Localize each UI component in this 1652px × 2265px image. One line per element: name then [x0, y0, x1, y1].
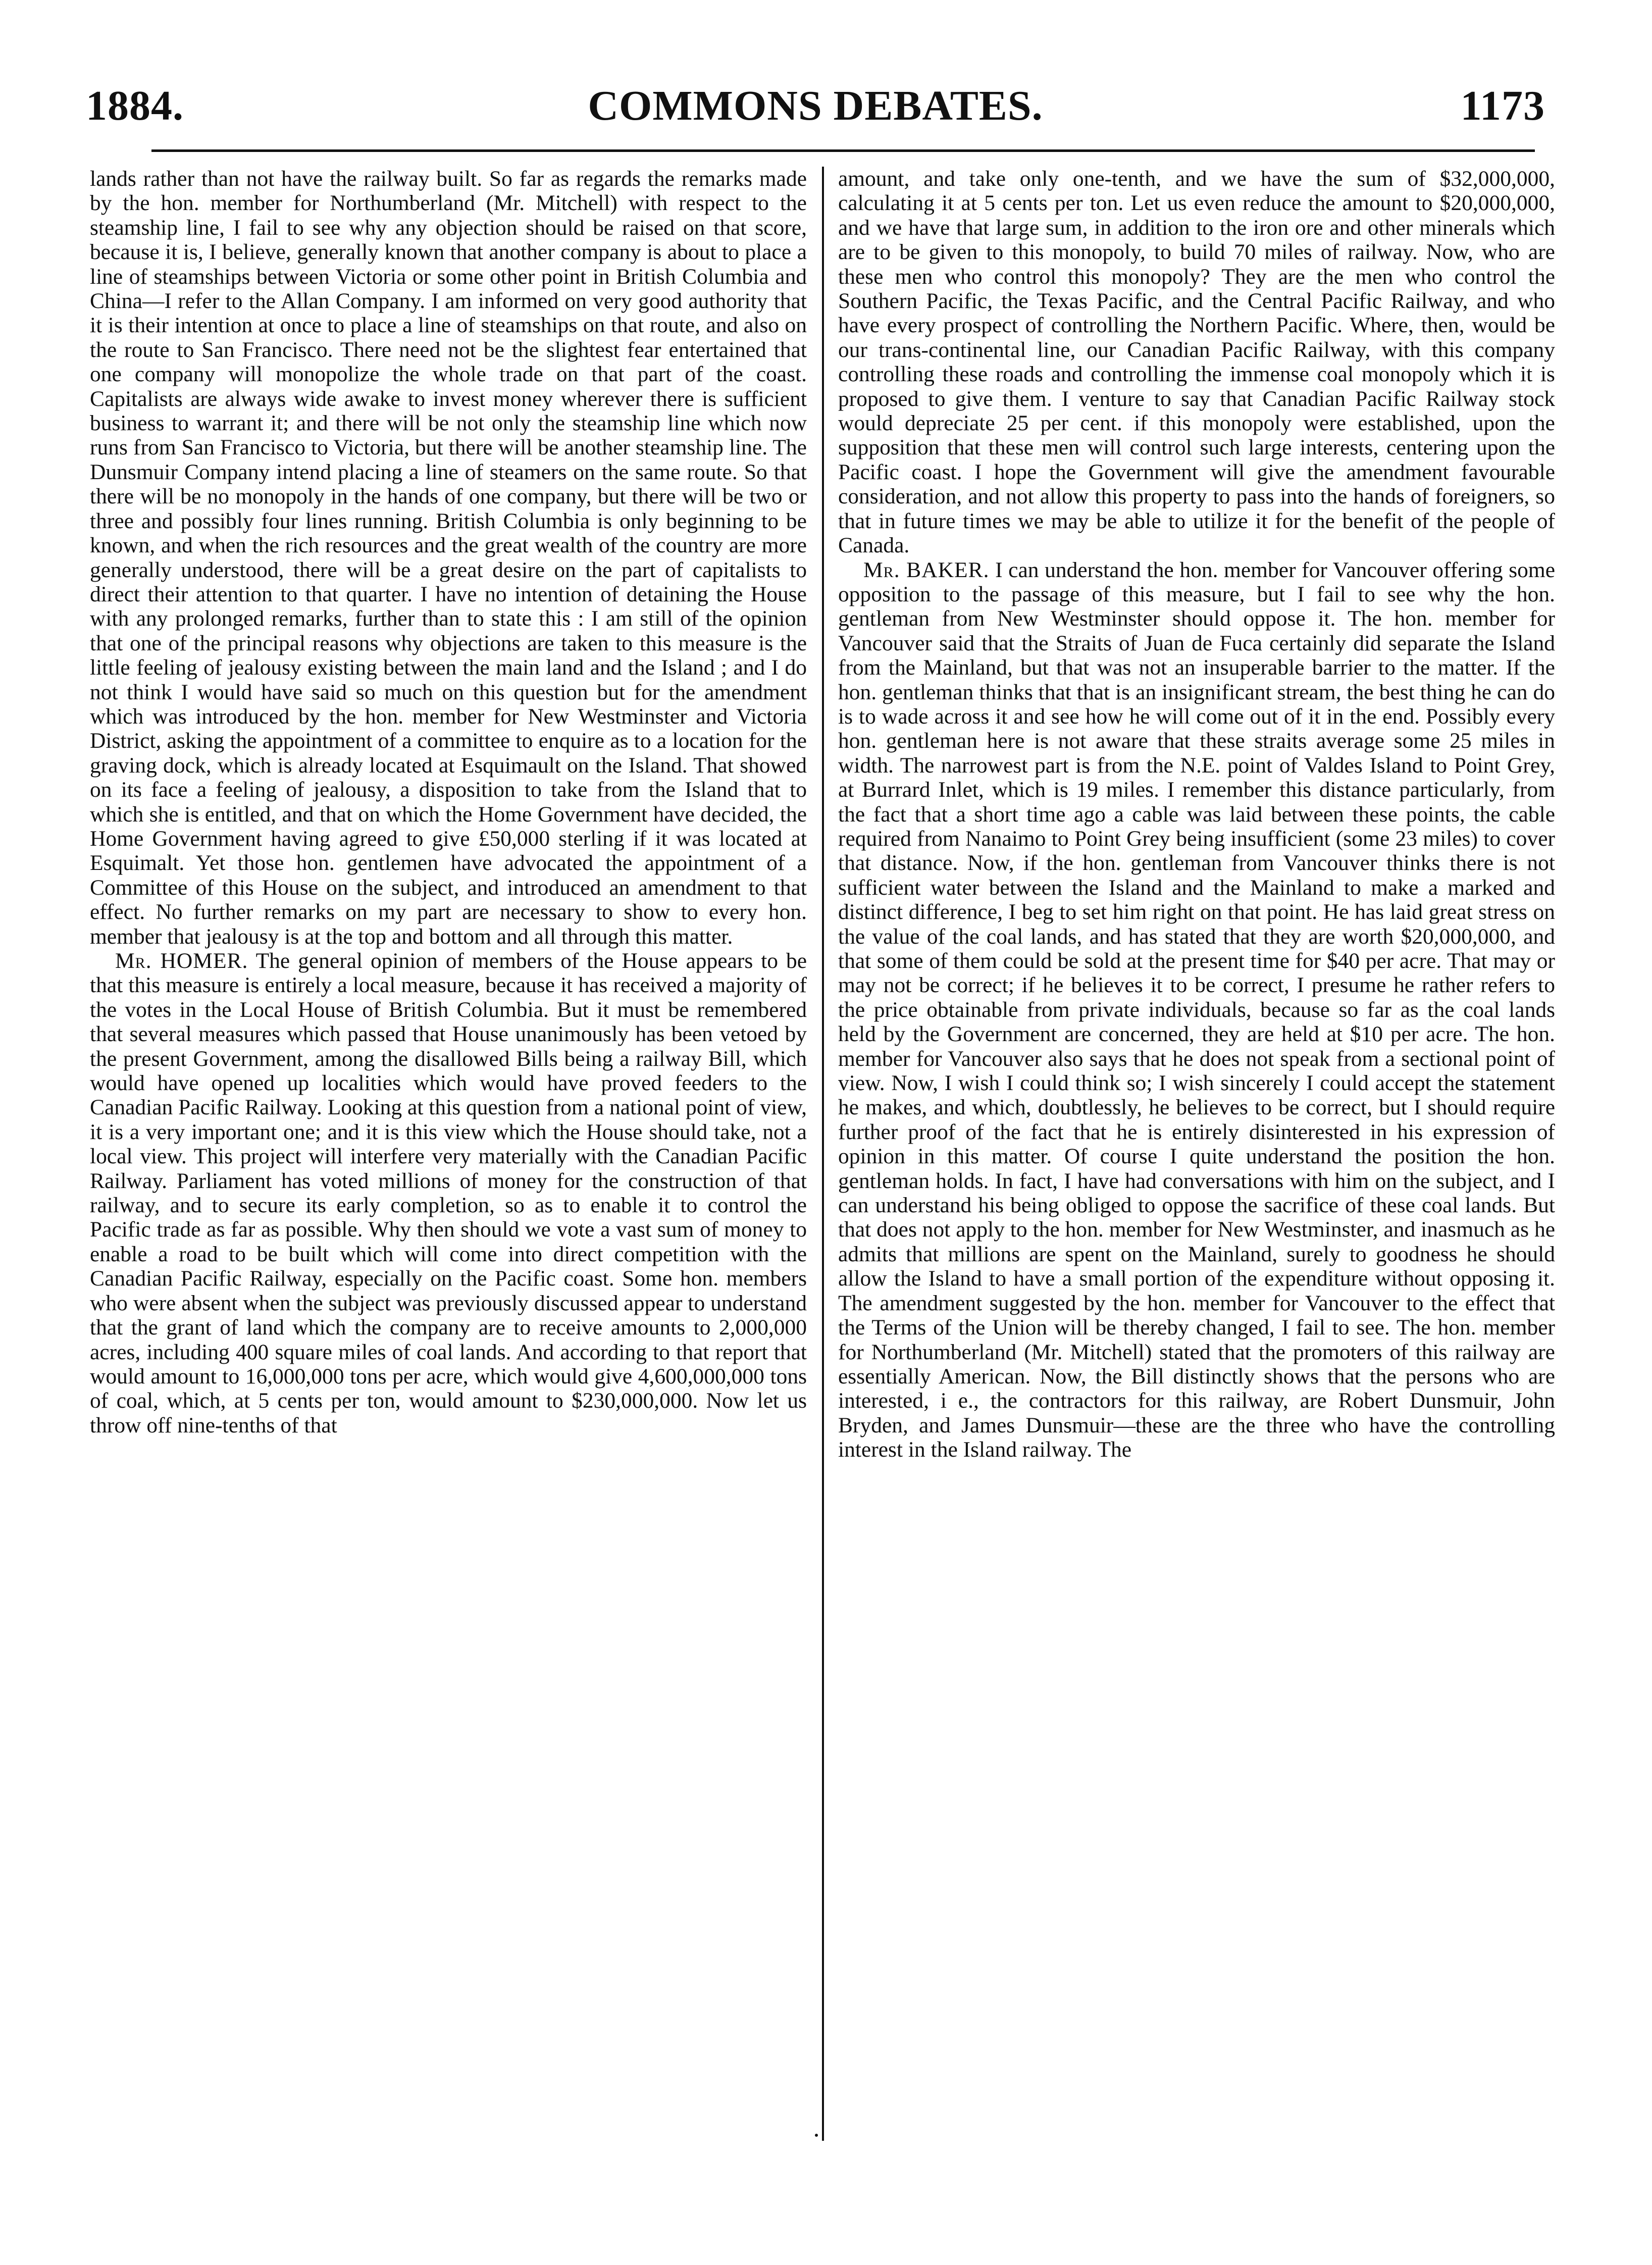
left-paragraph-1 — [90, 167, 807, 949]
header-rule — [151, 149, 1535, 152]
header-year: 1884. — [86, 82, 184, 129]
paragraph-text: I can understand the hon. member for Vancouver offering some opposition to the passage of this measure, but I fail to see why the hon. gentleman from New Westminster should oppose it. The hon. member for Vancouver said that the Straits of Juan de Fuca certainly did separate the Island from the Mainland, but that was not an insuperable barrier to the matter. If the hon. gentleman thinks that that is an insignificant stream, the best thing he can do is to wade across it and see how he will come out of it in the end. Possibly every hon. gentleman here is not aware that these straits average some 25 miles in width. The narrowest part is from the N.E. point of Valdes Island to Point Grey, at Burrard Inlet, which is 19 miles. I remember this distance particularly, from the fact that a short time ago a cable was laid between these points, the cable required from Nanaimo to Point Grey being insufficient (some 23 miles) to cover that distance. Now, if the hon. gentleman from Vancouver thinks there is not sufficient water between the Island and the Mainland to make a marked and distinct difference, I beg to set him right on that point. He has laid great stress on the value of the coal lands, and has stated that they are worth $20,000,000, and that some of them could be sold at the present time for $40 per acre. That may or may not be correct; if he believes it to be correct, I presume he rather refers to the price obtainable from private individuals, because so far as the coal lands held by the Government are concerned, they are held at $10 per acre. The hon. member for Vancouver also says that he does not speak from a sectional point of view. Now, I wish I could think so; I wish sincerely I could accept the statement he makes, and which, doubtlessly, he believes to be correct, but I should require further proof of the fact that he is entirely disinterested in his expression of opinion in this matter. Of course I quite understand the position the hon. gentleman holds. In fact, I have had conversations with him on the subject, and I can understand his being obliged to oppose the sacrifice of these coal lands. But that does not apply to the hon. member for New Westminster, and inasmuch as he admits that millions are spent on the Mainland, surely to goodness he should allow the Island to have a small portion of the expenditure without opposing it. The amendment suggested by the hon. member for Vancouver to the effect that the Terms of the Union will be thereby changed, I fail to see. The hon. member for Northumberland (Mr. Mitchell) stated that the promoters of this railway are essentially American. Now, the Bill distinctly shows that the persons who are interested, i e., the contractors for this railway, are Robert Dunsmuir, John Bryden, and James Dunsmuir—these are the three who have the controlling interest in the Island railway. The — [838, 557, 1555, 1462]
print-mark — [815, 2134, 818, 2137]
paragraph-text: lands rather than not have the railway built. So far as regards the remarks made by the hon. member for Northumberland (Mr. Mitchell) with respect to the steamship line, I fail to see why any objection should be raised on that score, because it is, I believe, generally known that another company is about to place a line of steamships between Victoria or some other point in British Columbia and China—I refer to the Allan Company. I am informed on very good authority that it is their intention at once to place a line of steamships on that route, and also on the route to San Francisco. There need not be the slightest fear entertained that one company will monopolize the whole trade on that part of the coast. Capitalists are always wide awake to invest money wherever there is sufficient business to warrant it; and there will be not only the steamship line which now runs from San Francisco to Victoria, but there will be another steamship line. The Dunsmuir Company intend placing a line of steamers on the same route. So that there will be no monopoly in the hands of one company, but there will be two or three and possibly four lines running. British Columbia is only beginning to be known, and when the rich resources and the great wealth of the country are more generally understood, there will be a great desire on the part of capitalists to direct their attention to that quarter. I have no intention of detaining the House with any prolonged remarks, further than to state this : I am still of the opinion that one of the principal reasons why objections are taken to this measure is the little feeling of jealousy existing between the main land and the Island ; and I do not think I would have said so much on this question but for the amendment which was introduced by the hon. member for New Westminster and Victoria District, asking the appointment of a committee to enquire as to a location for the graving dock, which is already located at Esquimault on the Island. That showed on its face a feeling of jealousy, a disposition to take from the Island that to which she is entitled, and that on which the Home Government have decided, the Home Government having agreed to give £50,000 sterling if it was located at Esquimalt. Yet those hon. gentlemen have advocated the appointment of a Committee of this House on the subject, and introduced an amendment to that effect. No further remarks on my part are necessary to show to every hon. member that jealousy is at the top and bottom and all through this matter. — [90, 167, 807, 949]
right-paragraph-1 — [838, 167, 1555, 558]
right-column — [838, 167, 1555, 2116]
right-paragraph-2 — [838, 558, 1555, 1462]
header-title: COMMONS DEBATES. — [588, 82, 1043, 129]
paragraph-text: The general opinion of members of the House appears to be that this measure is entirely a local measure, because it has received a majority of the votes in the Local House of British Columbia. But it must be remembered that several measures which passed that House unanimously has been vetoed by the present Government, among the disallowed Bills being a railway Bill, which would have opened up localities which would have proved feeders to the Canadian Pacific Railway. Looking at this question from a national point of view, it is a very important one; and it is this view which the House should take, not a local view. This project will interfere very materially with the Canadian Pacific Railway. Parliament has voted millions of money for the construction of that railway, and to secure its early completion, so as to enable it to control the Pacific trade as far as possible. Why then should we vote a vast sum of money to enable a road to be built which will come into direct competition with the Canadian Pacific Railway, especially on the Pacific coast. Some hon. members who were absent when the subject was previously discussed appear to understand that the grant of land which the company are to receive amounts to 2,000,000 acres, including 400 square miles of coal lands. And according to that report that would amount to 16,000,000 tons per acre, which would give 4,600,000,000 tons of coal, which, at 5 cents per ton, would amount to $230,000,000. Now let us throw off nine-tenths of that — [90, 949, 807, 1437]
left-column — [90, 167, 807, 2116]
left-paragraph-2 — [90, 949, 807, 1437]
column-divider — [822, 167, 824, 2141]
paragraph-text: amount, and take only one-tenth, and we have the sum of $32,000,000, calculating it at 5 cents per ton. Let us even reduce the amount to $20,000,000, and we have that large sum, in addition to the iron ore and other minerals which are to be given to this monopoly, to build 70 miles of railway. Now, who are these men who control this monopoly? They are the men who control the Southern Pacific, the Texas Pacific, and the Central Pacific Railway, and who have every prospect of controlling the Northern Pacific. Where, then, would be our trans-continental line, our Canadian Pacific Railway, with this company controlling these roads and controlling the immense coal monopoly which it is proposed to give them. I venture to say that Canadian Pacific Railway stock would depreciate 25 per cent. if this monopoly were established, upon the supposition that these men will control such large interests, centering upon the Pacific coast. I hope the Government will give the amendment favourable consideration, and not allow this property to pass into the hands of foreigners, so that in future times we may be able to utilize it for the benefit of the people of Canada. — [838, 167, 1555, 558]
page-header — [86, 76, 1545, 136]
speaker-name: Mr. BAKER. — [863, 557, 990, 582]
header-page-number: 1173 — [1460, 82, 1545, 129]
speaker-name: Mr. HOMER. — [115, 949, 248, 973]
